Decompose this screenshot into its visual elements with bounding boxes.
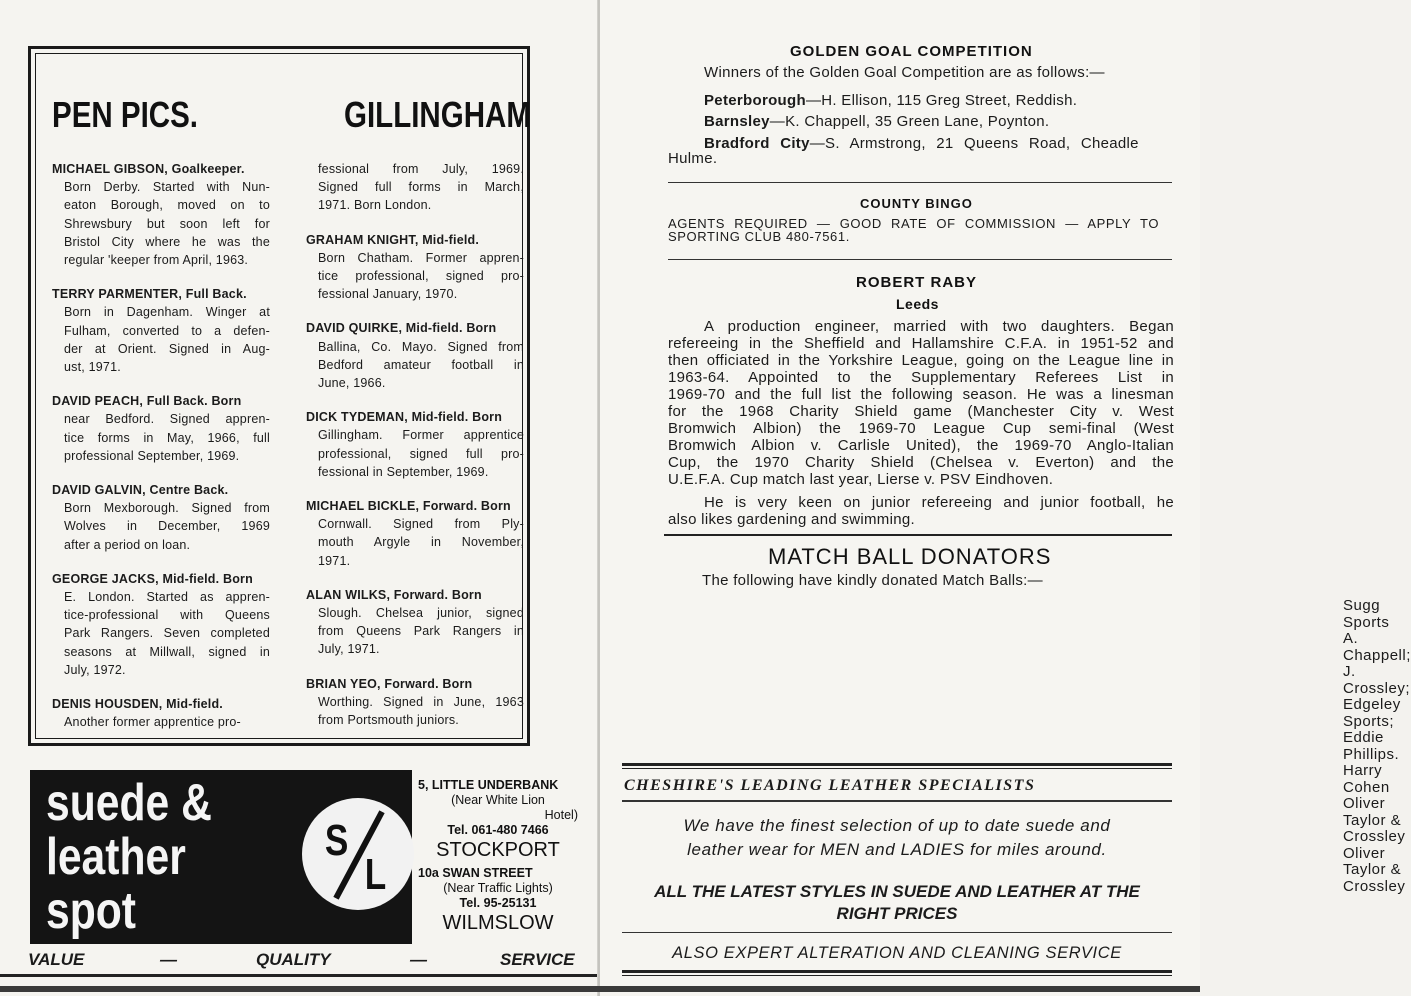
player-bio-line: Bedford amateur football in [318,357,524,372]
player-bio-line: der at Orient. Signed in Aug- [64,341,270,356]
player-bio-line: Bristol City where he was the [64,234,270,249]
player-name: MICHAEL BICKLE, Forward. Born [306,499,511,514]
player-name: TERRY PARMENTER, Full Back. [52,287,247,302]
player-bio-line: Born Mexborough. Signed from [64,501,270,516]
divider [668,182,1172,183]
player-name: ALAN WILKS, Forward. Born [306,587,482,602]
divider [668,259,1172,260]
biography-line: then officiated in the Yorkshire League, going on the League line in [668,352,1174,369]
donor-list [1343,598,1411,895]
phone-stockport: Tel. 061-480 7466 [447,823,549,837]
pen-pic-entry [306,675,524,730]
player-bio-line: mouth Argyle in November, [318,535,524,550]
slogan-dash: — [410,950,427,969]
pen-pics-title: PEN PICS. [52,94,199,135]
county-bingo-title: COUNTY BINGO [860,196,973,211]
player-bio-line: 1971. Born London. [318,198,432,213]
player-bio-line: professional September, 1969. [64,448,240,463]
donor-item: Oliver Taylor & Crossley [1343,795,1406,845]
player-bio-line: ust, 1971. [64,360,121,375]
player-bio-line: from Queens Park Rangers in [318,624,524,639]
pen-pic-entry [306,408,524,481]
winner-detail: —H. Ellison, 115 Greg Street, Reddish. [805,92,1078,109]
cheshire-line: leather wear for MEN and LADIES for miles around. [687,840,1107,859]
slogan-dash: — [160,950,177,969]
player-bio-line: after a period on loan. [64,537,191,552]
player-name: GRAHAM KNIGHT, Mid-field. [306,232,480,247]
town-stockport: STOCKPORT [436,839,560,861]
donor-item: Harry Cohen [1343,762,1390,796]
address-note: (Near Traffic Lights) [443,881,553,895]
pen-pics-column-2 [306,160,524,745]
player-bio-line: Another former apprentice pro- [64,715,241,730]
donor-item: Oliver Taylor & Crossley [1343,844,1406,895]
player-bio-line: Born Derby. Started with Nun- [64,180,270,195]
player-bio-line: fessional from July, 1969. [318,162,524,176]
ad-word: suede & [46,774,212,832]
pen-pic-entry [52,285,270,376]
player-bio-line: fessional in September, 1969. [318,464,489,479]
winner-club: Barnsley [704,113,770,130]
pen-pic-entry [52,570,270,679]
sl-logo [302,798,414,910]
player-bio-line: Ballina, Co. Mayo. Signed from [318,339,524,354]
player-bio-line: Gillingham. Former apprentice [318,428,524,443]
donor-item: J. Crossley; [1343,663,1411,697]
pen-pics-column-1 [52,160,270,747]
biography-line: Bromwich Albion) the 1969-70 League Cup semi-final (West [668,420,1174,437]
biography-line: U.E.F.A. Cup match last year, Lierse v. PSV Eindhoven. [668,471,1054,488]
logo-letter-l: L [364,850,387,899]
cheshire-bold-line: RIGHT PRICES [836,904,958,923]
player-bio-line: fessional January, 1970. [318,287,458,302]
biography-line: 1963-64. Appointed to the Supplementary Referees List in [668,369,1174,386]
player-bio-line: Slough. Chelsea junior, signed [318,606,524,621]
pen-pic-entry [52,481,270,554]
player-bio-line: tice-professional with Queens [64,608,270,623]
player-bio-line: June, 1966. [318,376,386,391]
player-bio-line: Shrewsbury but soon left for [64,216,270,231]
page-bottom-rule [0,986,1200,992]
player-bio-line: Cornwall. Signed from Ply- [318,517,524,532]
player-bio-line: Signed full forms in March, [318,180,524,195]
player-name: DAVID GALVIN, Centre Back. [52,483,229,498]
player-bio-line: seasons at Millwall, signed in [64,644,270,659]
referee-biography [668,318,1174,528]
player-bio-line: near Bedford. Signed appren- [64,412,270,427]
player-bio-line: E. London. Started as appren- [64,590,270,605]
player-bio-line: tice professional, signed pro- [318,269,524,284]
cheshire-bold-line: ALL THE LATEST STYLES IN SUEDE AND LEATHER AT THE [654,882,1140,901]
address-note: Hotel) [544,808,578,822]
player-name: GEORGE JACKS, Mid-field. Born [52,571,253,586]
slogan-value: VALUE [28,950,85,969]
divider [622,932,1172,933]
cheshire-service-line: ALSO EXPERT ALTERATION AND CLEANING SERVICE [672,944,1122,962]
player-bio-line: Born Chatham. Former appren- [318,250,524,265]
winner-detail: —K. Chappell, 35 Green Lane, Poynton. [769,113,1050,130]
player-bio-line: Worthing. Signed in June, 1963 [318,694,524,709]
right-page [600,0,1411,996]
ad-brand-words [46,776,212,938]
player-bio-line: professional, signed full pro- [318,446,524,461]
player-bio-line: eaton Borough, moved on to [64,198,270,213]
player-bio-line: July, 1971. [318,642,380,657]
donor-item: A. Chappell; [1343,630,1411,664]
pen-pic-entry [52,160,270,269]
player-bio-line: Fulham, converted to a defen- [64,323,270,338]
town-wilmslow: WILMSLOW [442,912,554,934]
biography-line: for the 1968 Charity Shield game (Manchester City v. West [668,403,1174,420]
bingo-line: SPORTING CLUB 480-7561. [668,229,850,244]
ad-word: leather [46,828,186,886]
divider [622,975,1172,976]
golden-winner [704,113,1049,130]
player-name: BRIAN YEO, Forward. Born [306,676,473,691]
player-bio-line: regular 'keeper from April, 1963. [64,253,249,268]
pen-pics-box [28,46,530,746]
player-name: DICK TYDEMAN, Mid-field. Born [306,410,503,425]
biography-line: Cup, the 1970 Charity Shield (Chelsea v. Everton) and the [668,454,1174,471]
biography-line: also likes gardening and swimming. [668,511,915,528]
golden-winner [704,135,1174,152]
referee-town: Leeds [896,296,939,312]
phone-wilmslow: Tel. 95-25131 [459,896,537,910]
biography-line: Bromwich Albion v. Carlisle United), the 1969-70 Anglo-Italian [668,437,1174,454]
cheshire-title: CHESHIRE'S LEADING LEATHER SPECIALISTS [624,777,1036,794]
winner-club: Peterborough [704,92,806,109]
player-bio-line: tice forms in May, 1966, full [64,430,270,445]
suede-leather-ad-panel [30,770,412,944]
slogan-quality: QUALITY [256,950,331,969]
divider [622,763,1172,766]
pen-pic-entry [306,497,524,570]
player-bio-line: 1971. [318,553,351,568]
left-page [0,0,598,996]
donor-item: Eddie Phillips. [1343,729,1400,763]
biography-line: A production engineer, married with two daughters. Began [704,318,1174,335]
donor-item: Edgeley Sports; [1343,696,1401,730]
address-stockport: 5, LITTLE UNDERBANK [418,778,559,792]
player-bio-line: Born in Dagenham. Winger at [64,305,270,320]
player-bio-line: from Portsmouth juniors. [318,713,459,728]
address-wilmslow: 10a SWAN STREET [418,866,533,880]
pen-pics-inner-border [35,53,531,739]
pen-pic-entry [306,231,524,304]
address-note: (Near White Lion [451,793,545,807]
team-title: GILLINGHAM [344,94,531,135]
logo-letter-s: S [324,816,349,865]
player-name: MICHAEL GIBSON, Goalkeeper. [52,162,245,176]
divider [0,974,598,977]
ad-addresses [418,778,578,935]
pen-pic-entry [52,695,270,731]
player-bio-line: Park Rangers. Seven completed [64,626,270,641]
player-name: DENIS HOUSDEN, Mid-field. [52,697,223,712]
golden-goal-title: GOLDEN GOAL COMPETITION [790,43,1033,60]
divider [664,534,1172,536]
golden-winner-tail: Hulme. [668,150,718,167]
divider [622,768,1172,769]
player-bio-line: Wolves in December, 1969 [64,519,270,534]
golden-winner [704,92,1077,109]
biography-line: 1969-70 and the full list the following season. He was a linesman [668,386,1174,403]
match-ball-title: MATCH BALL DONATORS [768,544,1052,569]
player-name: DAVID QUIRKE, Mid-field. Born [306,321,497,336]
referee-name: ROBERT RABY [856,274,978,291]
ad-word: spot [46,882,137,940]
match-ball-intro: The following have kindly donated Match Balls:— [702,572,1043,589]
biography-line: He is very keen on junior refereeing and junior football, he [704,494,1174,511]
divider [622,800,1172,802]
pen-pic-entry [306,586,524,659]
winner-detail: —S. Armstrong, 21 Queens Road, Cheadle [809,135,1139,152]
bingo-line: AGENTS REQUIRED — GOOD RATE OF COMMISSION — APPLY TO [668,216,1160,231]
slogan-service: SERVICE [500,950,575,969]
player-name: DAVID PEACH, Full Back. Born [52,394,242,409]
biography-line: refereeing in the Sheffield and Hallamshire C.F.A. in 1951-52 and [668,335,1174,352]
cheshire-line: We have the finest selection of up to date suede and [683,816,1111,835]
player-bio-line: July, 1972. [64,662,126,677]
divider [622,970,1172,973]
winner-club: Bradford City [704,135,810,152]
donor-item: Sugg Sports [1343,597,1390,631]
pen-pic-entry [306,160,524,215]
pen-pic-entry [306,319,524,392]
golden-goal-intro: Winners of the Golden Goal Competition are as follows:— [704,64,1105,81]
pen-pic-entry [52,392,270,465]
